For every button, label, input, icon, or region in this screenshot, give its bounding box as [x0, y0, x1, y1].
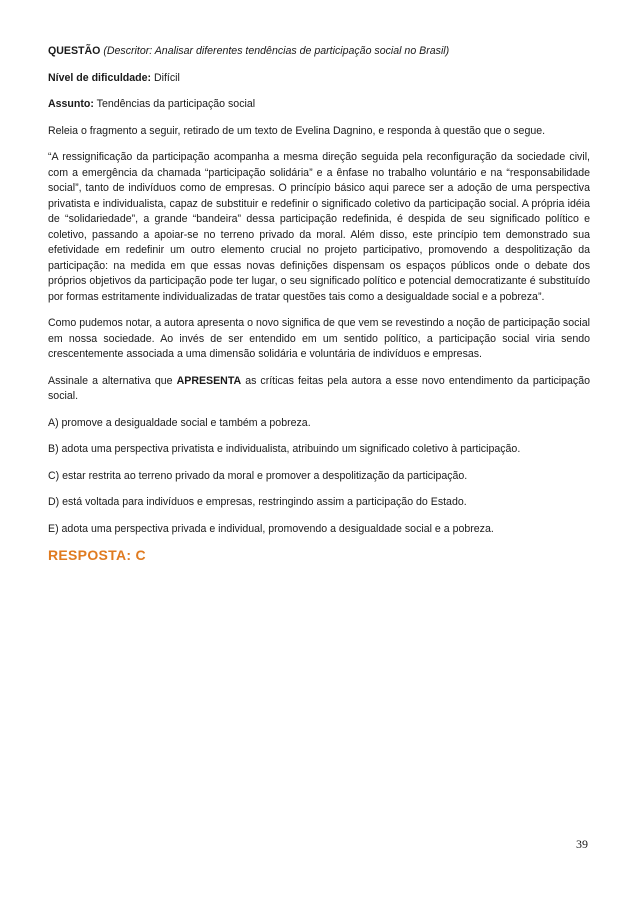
- intro-paragraph: Releia o fragmento a seguir, retirado de um texto de Evelina Dagnino, e responda à questão que o segue.: [48, 124, 546, 137]
- instruction-before: Assinale a alternativa que: [48, 374, 177, 387]
- difficulty-value: Difícil: [153, 71, 180, 84]
- document-page: [48, 44, 590, 564]
- instruction-paragraph: [48, 374, 590, 405]
- commentary-paragraph: Como pudemos notar, a autora apresenta o novo significa de que vem se revestindo a noção de participação social em nossa sociedade. Ao invés de ser entendido em um sentido político, a participação social viria sendo crescentemente associada a uma dimensão solidária e voluntária de indivíduos e empresas.: [48, 317, 590, 360]
- option-d: D) está voltada para indivíduos e empresas, restringindo assim a participação do Estado.: [48, 496, 467, 508]
- subject-line: [48, 97, 590, 113]
- subject-label: Assunto:: [48, 98, 94, 110]
- subject-value: Tendências da participação social: [96, 98, 256, 110]
- difficulty-label: Nível de dificuldade:: [48, 71, 152, 84]
- instruction-after: as críticas feitas pela autora a esse novo entendimento da participação social.: [48, 374, 590, 402]
- option-c: C) estar restrita ao terreno privado da moral e promover a despolitização da participação.: [48, 469, 468, 482]
- instruction-emphasis: APRESENTA: [176, 374, 242, 387]
- answer-label: RESPOSTA: C: [48, 547, 146, 563]
- page-number: 39: [576, 837, 588, 851]
- question-label: QUESTÃO: [48, 45, 101, 57]
- option-a: A) promove a desigualdade social e também a pobreza.: [48, 416, 311, 429]
- question-descriptor: (Descritor: Analisar diferentes tendências de participação social no Brasil): [103, 45, 450, 57]
- quote-paragraph: “A ressignificação da participação acompanha a mesma direção seguida pela reconfiguração da sociedade civil, com a emergência da chamada “participação solidária” e a ênfase no trabalho voluntário e na “responsabilidade social”, tanto de indivíduos como de empresas. O princípio básico aqui parece ser a adoção de uma perspectiva privatista e individualista, capaz de substituir e redefinir o significado coletivo da participação social. A própria idéia de “solidariedade”, a grande “bandeira” dessa participação redefinida, é despida de seu significado político e coletivo, passando a apoiar-se no terreno privado da moral. Além disso, este princípio tem demonstrado sua efetividade em redefinir um outro elemento crucial no projeto participativo, promovendo a despolitização da participação: na medida em que essas novas definições dispensam os espaços públicos onde o debate dos próprios objetivos da participação pode ter lugar, o seu significado político e potencial democratizante é substituído por formas estritamente individualizadas de tratar questões tais como a desigualdade social e a pobreza”.: [48, 151, 590, 303]
- option-b: B) adota uma perspectiva privatista e individualista, atribuindo um significado coletivo à participação.: [48, 443, 521, 455]
- question-header: [48, 44, 590, 60]
- difficulty-line: [48, 71, 590, 87]
- option-e: E) adota uma perspectiva privada e individual, promovendo a desigualdade social e a pobreza.: [48, 522, 494, 535]
